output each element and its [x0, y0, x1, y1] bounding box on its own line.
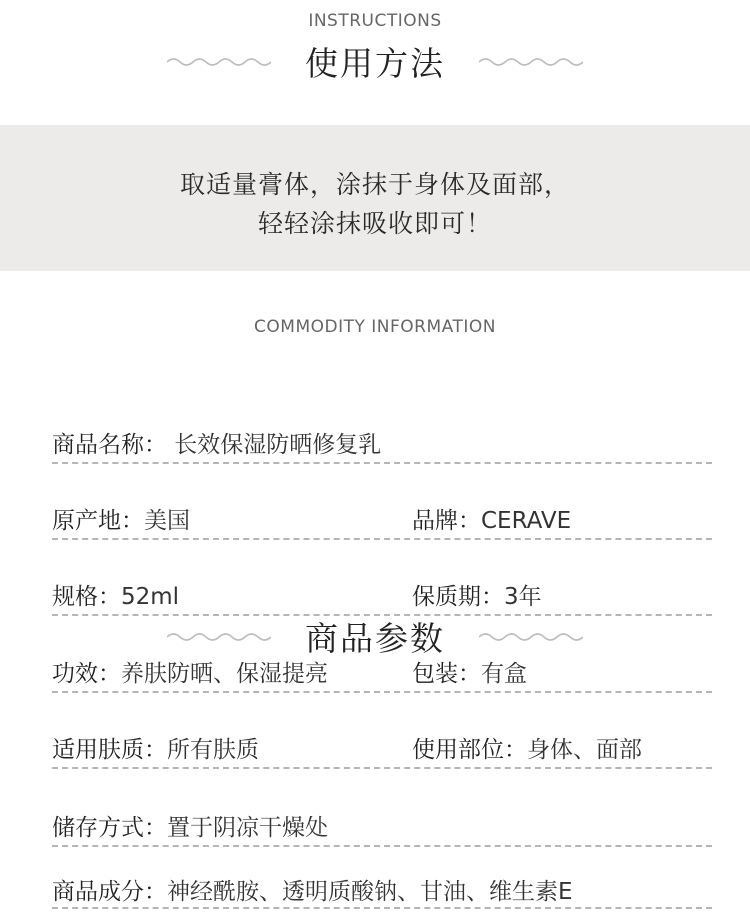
spec-value: 长效保湿防晒修复乳 [167, 432, 382, 458]
instructions-eyebrow: INSTRUCTIONS [308, 11, 442, 31]
spec-cell [412, 502, 571, 535]
spec-row [52, 809, 712, 847]
spec-value: 置于阴凉干燥处 [167, 815, 328, 841]
wave-ornament-left [167, 56, 271, 68]
instructions-header [0, 0, 750, 125]
spec-value: CERAVE [481, 508, 572, 534]
spec-value: 身体、面部 [527, 737, 642, 763]
spec-cell [52, 426, 381, 459]
wave-ornament-left [167, 631, 271, 643]
spec-label: 功效： [52, 661, 121, 687]
instructions-title-row [0, 38, 750, 85]
spec-value: 美国 [144, 508, 190, 534]
spec-label: 规格： [52, 584, 121, 610]
instructions-line-2: 轻轻涂抹吸收即可！ [257, 209, 492, 238]
spec-value: 所有肤质 [167, 737, 259, 763]
spec-row [52, 873, 712, 909]
spec-cell [52, 873, 573, 906]
spec-label: 商品成分： [52, 879, 167, 905]
commodity-title-row [0, 613, 750, 660]
spec-value: 3年 [504, 584, 542, 610]
spec-row [52, 426, 712, 464]
spec-label: 适用肤质： [52, 737, 167, 763]
instructions-line-1: 取适量膏体，涂抹于身体及面部， [179, 170, 570, 199]
commodity-eyebrow: COMMODITY INFORMATION [254, 317, 496, 337]
spec-cell [412, 655, 527, 688]
spec-cell [412, 731, 642, 764]
wave-ornament-right [479, 631, 583, 643]
spec-cell [52, 578, 179, 611]
spec-label: 商品名称： [52, 432, 167, 458]
spec-cell [52, 809, 328, 842]
spec-cell [412, 578, 542, 611]
instructions-title: 使用方法 [305, 44, 445, 83]
spec-row [52, 731, 712, 769]
spec-row [52, 502, 712, 540]
spec-cell [52, 502, 190, 535]
spec-label: 包装： [412, 661, 481, 687]
spec-value: 有盒 [481, 661, 527, 687]
spec-row [52, 578, 712, 616]
spec-label: 保质期： [412, 584, 504, 610]
spec-label: 原产地： [52, 508, 144, 534]
spec-value: 神经酰胺、透明质酸钠、甘油、维生素E [167, 879, 573, 905]
spec-value: 52ml [121, 584, 180, 610]
commodity-title: 商品参数 [305, 619, 445, 658]
spec-label: 储存方式： [52, 815, 167, 841]
spec-value: 养肤防晒、保湿提亮 [121, 661, 328, 687]
spec-cell [52, 655, 328, 688]
instructions-band [0, 125, 750, 271]
spec-label: 品牌： [412, 508, 481, 534]
spec-row [52, 655, 712, 693]
spec-cell [52, 731, 259, 764]
wave-ornament-right [479, 56, 583, 68]
spec-label: 使用部位： [412, 737, 527, 763]
